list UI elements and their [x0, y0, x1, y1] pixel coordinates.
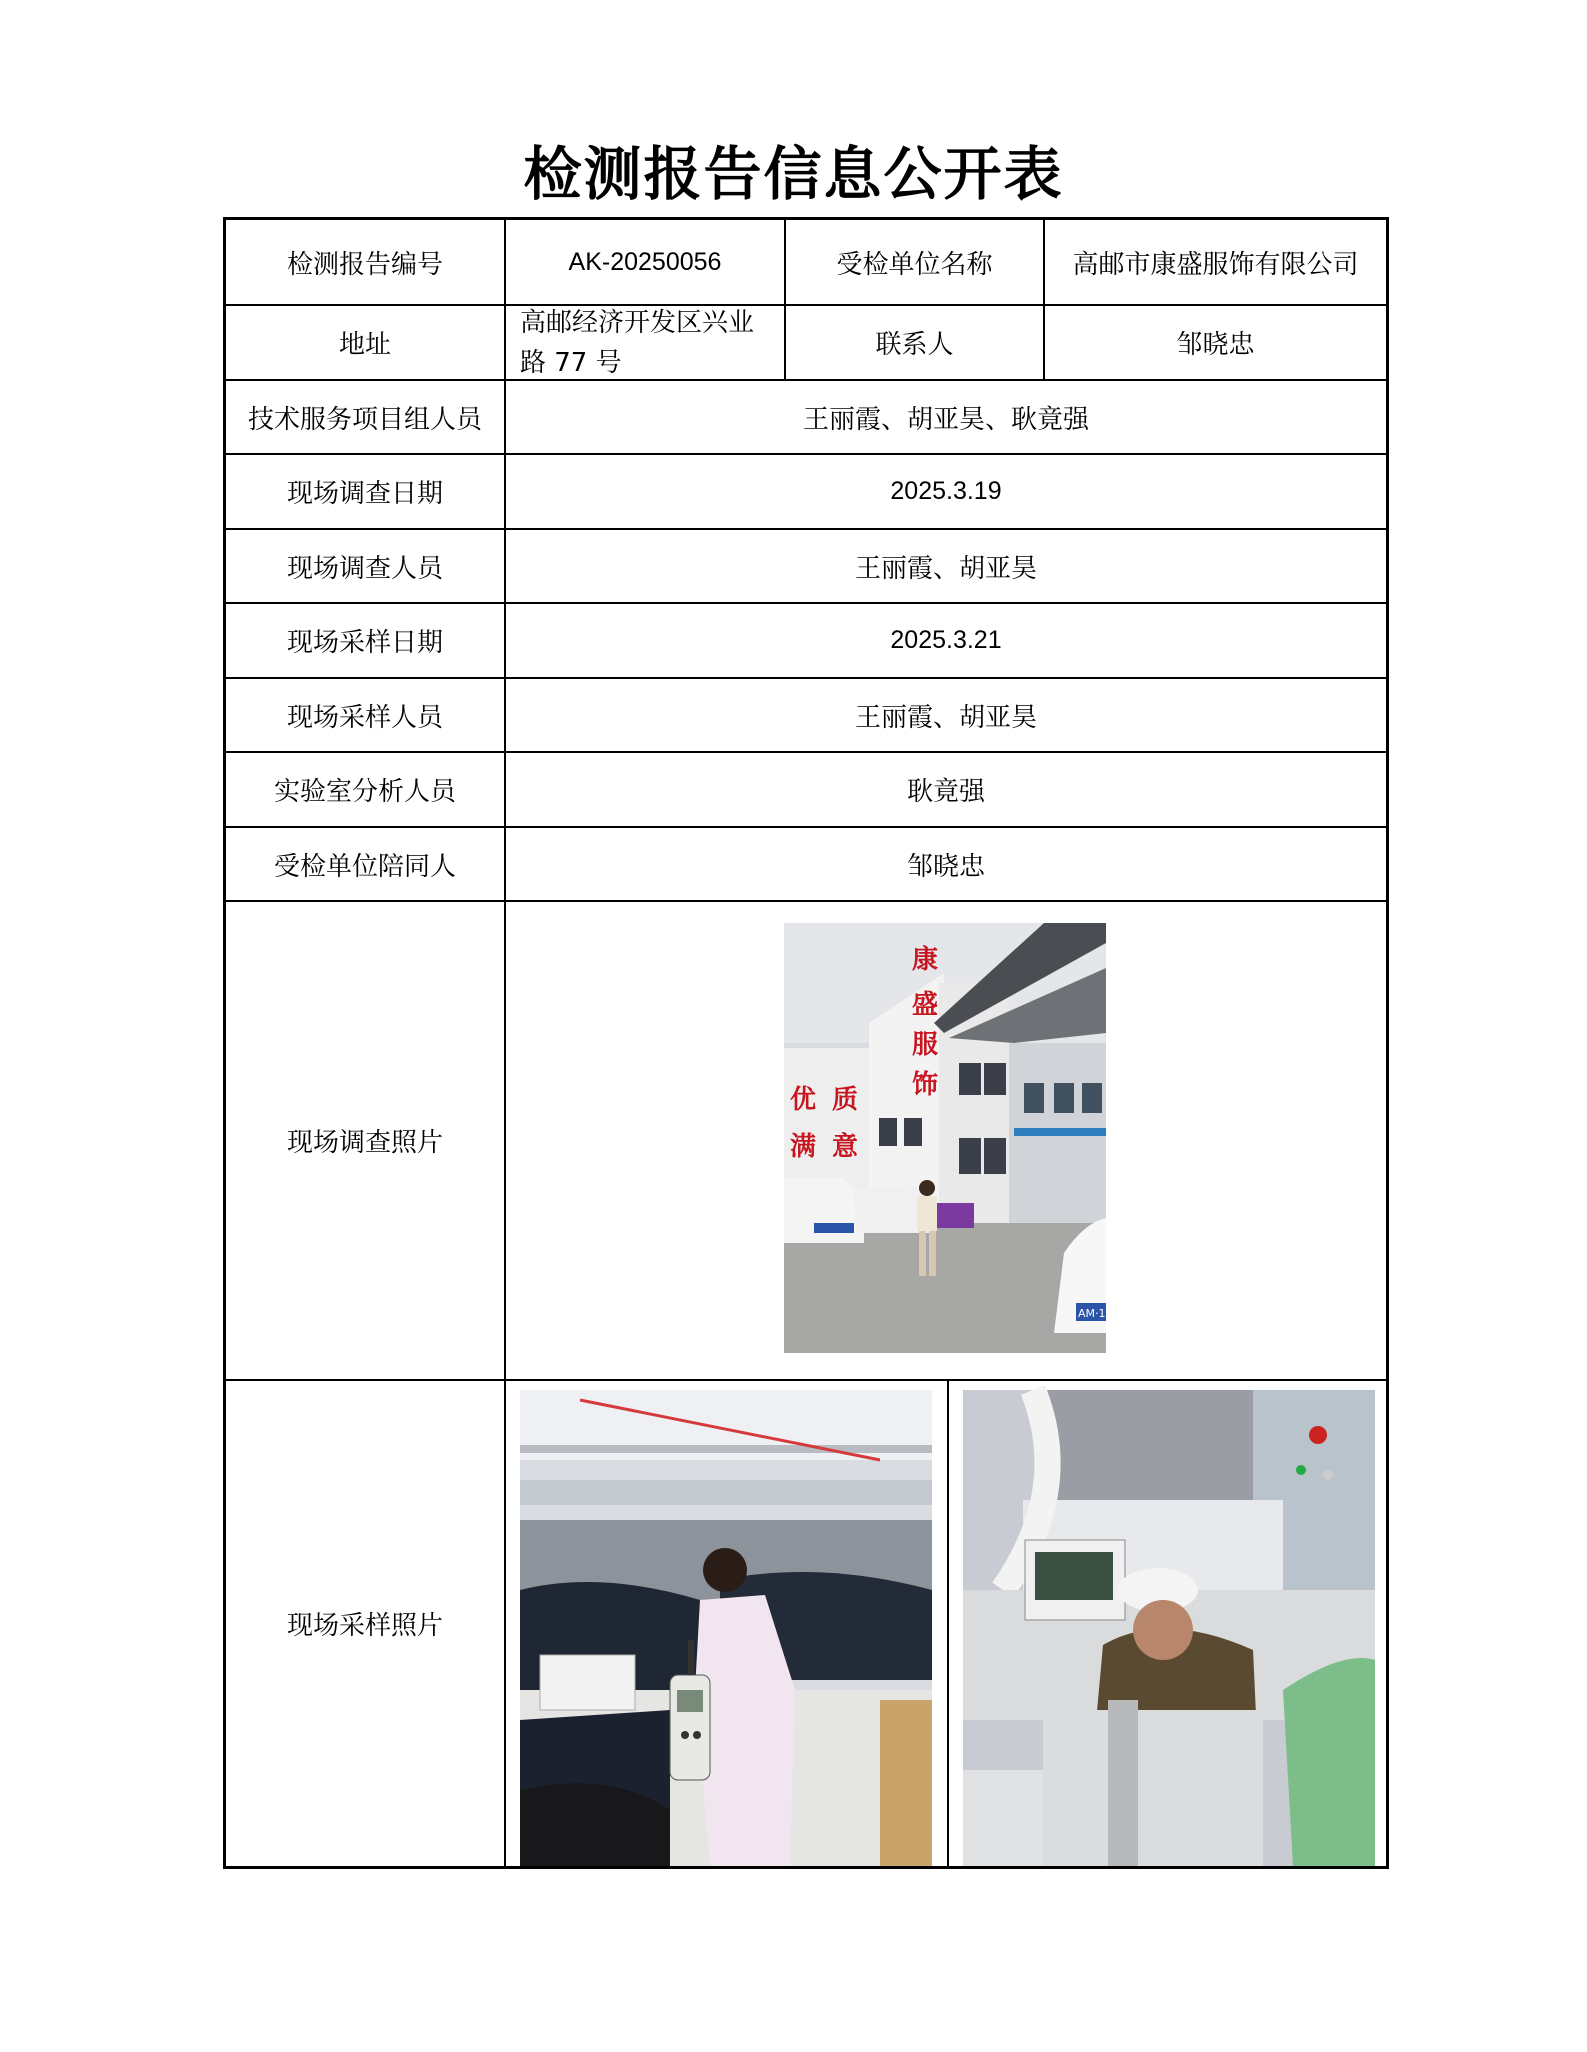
- address-value: [506, 306, 784, 379]
- sampling-date-value: 2025.3.21: [890, 626, 1002, 654]
- team-label: 技术服务项目组人员: [247, 404, 482, 435]
- contact-label: 联系人: [875, 330, 954, 360]
- unit-name-value: 高邮市康盛服饰有限公司: [1072, 249, 1359, 280]
- workshop-image: [520, 1390, 932, 1866]
- slogan-char: 满: [790, 1132, 817, 1162]
- survey-staff-label: 现场调查人员: [286, 553, 443, 584]
- sign-char: 服: [912, 1030, 939, 1060]
- sampling-date-label: 现场采样日期: [286, 628, 443, 658]
- info-table: [223, 217, 1389, 1869]
- lab-staff-label: 实验室分析人员: [273, 777, 456, 807]
- survey-photo-label: 现场调查照片: [286, 1128, 443, 1158]
- address-line-1: 高邮经济开发区兴业: [520, 307, 755, 338]
- contact-value: 邹晓忠: [1176, 330, 1255, 360]
- unit-name-label: 受检单位名称: [836, 249, 993, 280]
- lab-staff-value: 耿竟强: [906, 777, 985, 807]
- sign-char: 饰: [912, 1070, 939, 1100]
- team-value: 王丽霞、胡亚昊、耿竟强: [802, 404, 1089, 435]
- sign-char: 盛: [912, 990, 939, 1020]
- survey-date-value: 2025.3.19: [890, 477, 1002, 505]
- page-title: 检测报告信息公开表: [523, 140, 1064, 208]
- report-no-value: AK-20250056: [568, 247, 722, 276]
- column-divider: [947, 1379, 949, 1866]
- slogan-char: 优: [790, 1085, 817, 1115]
- slogan-char: 质: [832, 1085, 859, 1115]
- factory-exterior-image: [784, 923, 1113, 1353]
- license-plate: AM·19: [1078, 1307, 1113, 1320]
- report-no-label: 检测报告编号: [286, 249, 443, 280]
- sampling-photo-label: 现场采样照片: [286, 1611, 443, 1641]
- survey-staff-value: 王丽霞、胡亚昊: [854, 553, 1037, 584]
- survey-photo: [784, 923, 1113, 1353]
- sampling-photo-machine: [963, 1390, 1375, 1866]
- address-label: 地址: [338, 330, 391, 360]
- sampling-photo-workshop: [520, 1390, 932, 1866]
- escort-label: 受检单位陪同人: [273, 851, 456, 882]
- escort-value: 邹晓忠: [906, 851, 985, 882]
- survey-date-label: 现场调查日期: [286, 479, 443, 509]
- machine-image: [963, 1390, 1375, 1866]
- slogan-char: 意: [832, 1132, 859, 1162]
- address-line-2: 路 77 号: [520, 347, 622, 378]
- sampling-staff-value: 王丽霞、胡亚昊: [854, 702, 1037, 733]
- sampling-staff-label: 现场采样人员: [286, 702, 443, 733]
- sign-char: 康: [912, 945, 939, 975]
